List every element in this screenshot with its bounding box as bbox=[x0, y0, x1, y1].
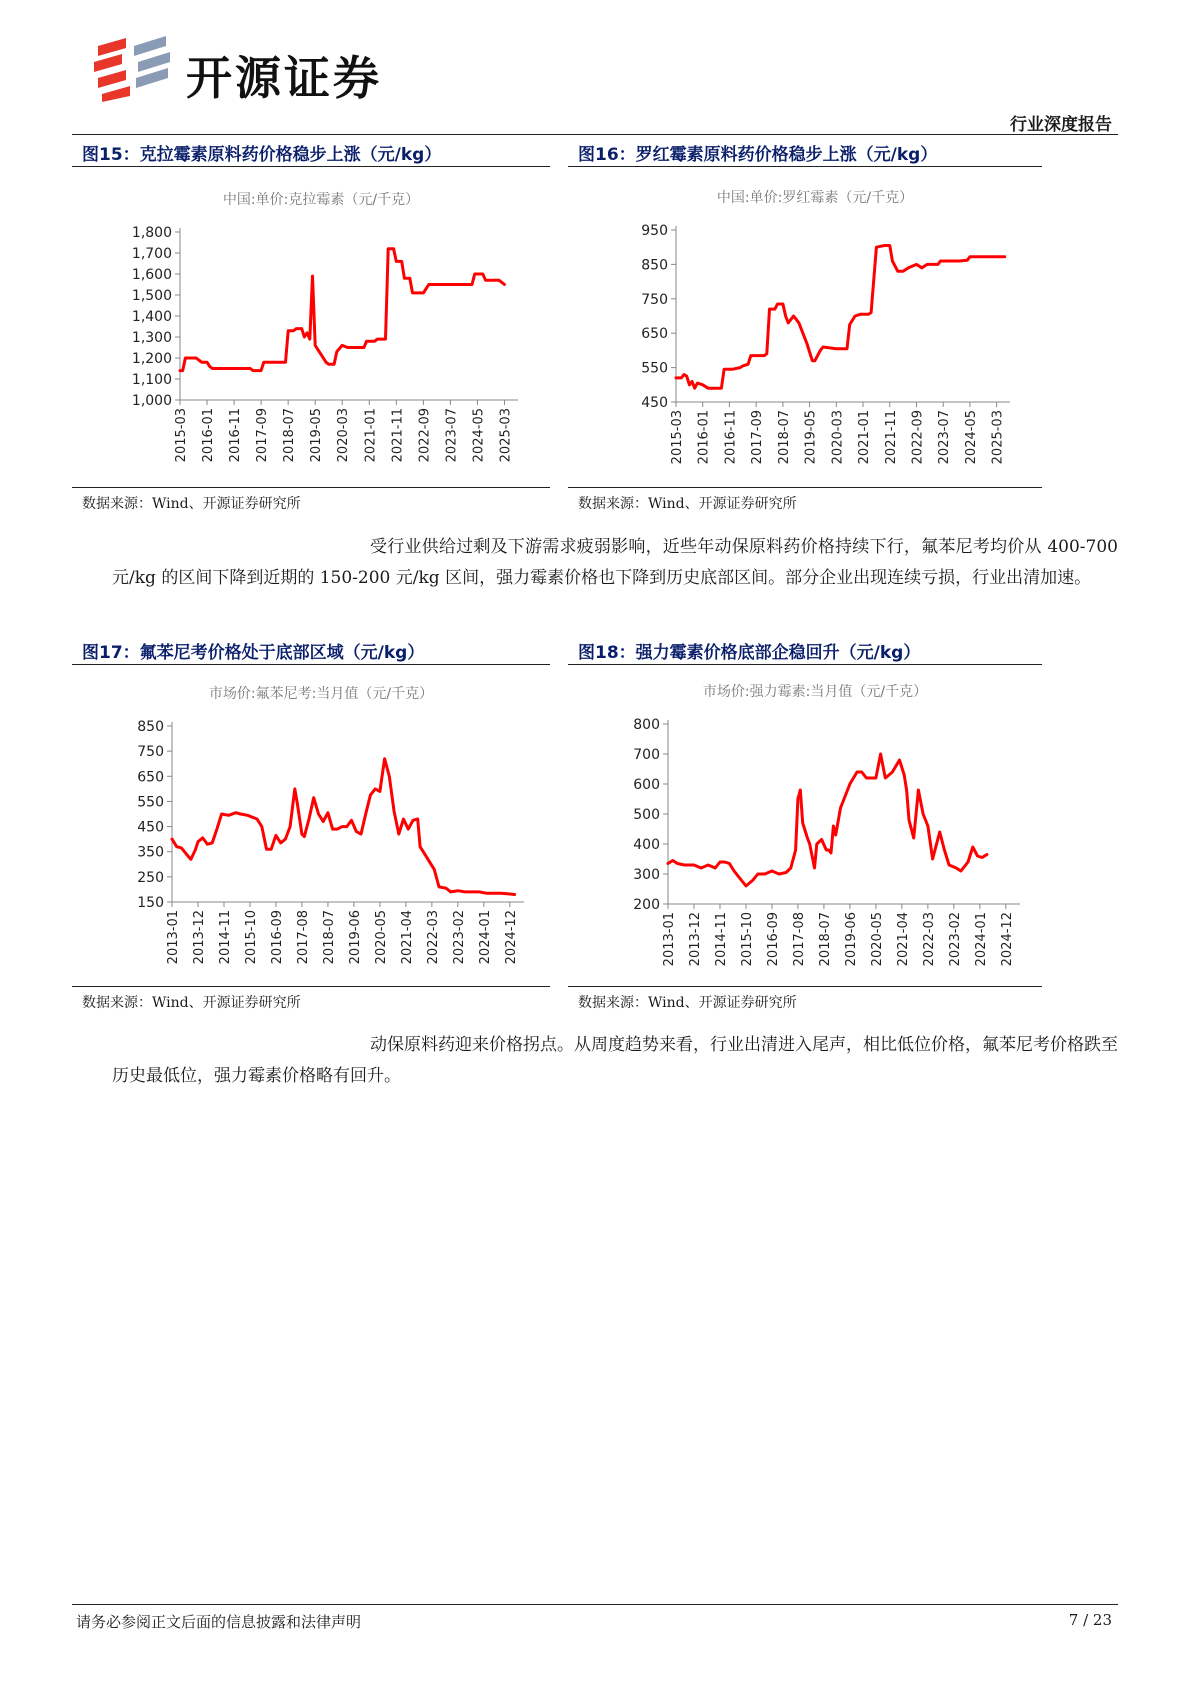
x-tick-label: 2013-01 bbox=[662, 912, 677, 967]
figure-15-top-rule bbox=[72, 166, 550, 167]
figure-18-bottom-rule bbox=[568, 986, 1042, 987]
figure-15-title: 图15：克拉霉素原料药价格稳步上涨（元/kg） bbox=[82, 145, 442, 165]
y-tick-label: 1,800 bbox=[131, 225, 172, 241]
figure-17-bottom-rule bbox=[72, 986, 550, 987]
y-tick-label: 1,500 bbox=[131, 288, 172, 304]
chart-svg bbox=[72, 676, 550, 980]
chart-title: 市场价:氟苯尼考:当月值（元/千克） bbox=[208, 686, 434, 702]
x-tick-label: 2015-03 bbox=[670, 410, 685, 465]
footer-disclaimer: 请务必参阅正文后面的信息披露和法律声明 bbox=[76, 1613, 362, 1631]
x-tick-label: 2022-09 bbox=[910, 410, 926, 465]
x-tick-label: 2024-12 bbox=[503, 910, 519, 965]
x-tick-label: 2013-01 bbox=[166, 910, 181, 965]
x-tick-label: 2024-05 bbox=[471, 408, 487, 463]
x-tick-label: 2021-11 bbox=[390, 408, 406, 463]
x-tick-label: 2013-12 bbox=[191, 910, 207, 965]
figure-18-source: 数据来源：Wind、开源证券研究所 bbox=[578, 995, 797, 1011]
chart-title: 市场价:强力霉素:当月值（元/千克） bbox=[702, 684, 928, 700]
price-series-line bbox=[668, 754, 987, 886]
x-tick-label: 2018-07 bbox=[817, 912, 833, 967]
y-tick-label: 550 bbox=[137, 794, 164, 811]
x-tick-label: 2020-03 bbox=[336, 408, 352, 463]
x-tick-label: 2019-06 bbox=[347, 910, 363, 965]
y-tick-label: 950 bbox=[641, 223, 668, 239]
x-tick-label: 2022-03 bbox=[921, 912, 937, 967]
figure-16-bottom-rule bbox=[568, 487, 1042, 488]
body-paragraph-1 bbox=[112, 532, 1118, 594]
figure-15-bottom-rule bbox=[72, 487, 550, 488]
x-tick-label: 2021-11 bbox=[883, 410, 899, 465]
footer-divider bbox=[72, 1604, 1118, 1605]
body-paragraph-2-text: 动保原料药迎来价格拐点。从周度趋势来看，行业出清进入尾声，相比低位价格，氟苯尼考价格跌至历史最低位，强力霉素价格略有回升。 bbox=[112, 1035, 1118, 1086]
y-tick-label: 800 bbox=[633, 717, 660, 733]
y-tick-label: 450 bbox=[137, 819, 164, 836]
y-tick-label: 1,000 bbox=[131, 393, 172, 409]
x-tick-label: 2024-01 bbox=[973, 912, 989, 967]
x-tick-label: 2018-07 bbox=[321, 910, 337, 965]
x-tick-label: 2014-11 bbox=[713, 912, 729, 967]
x-tick-label: 2016-11 bbox=[723, 410, 739, 465]
y-tick-label: 1,100 bbox=[131, 372, 172, 388]
figure-16-source: 数据来源：Wind、开源证券研究所 bbox=[578, 496, 797, 512]
figure-17-title: 图17：氟苯尼考价格处于底部区域（元/kg） bbox=[82, 643, 425, 663]
price-series-line bbox=[180, 249, 505, 371]
x-tick-label: 2018-07 bbox=[282, 408, 298, 463]
figure-15-source: 数据来源：Wind、开源证券研究所 bbox=[82, 496, 301, 512]
x-tick-label: 2021-01 bbox=[857, 410, 873, 465]
x-tick-label: 2022-03 bbox=[425, 910, 441, 965]
x-tick-label: 2020-05 bbox=[373, 910, 389, 965]
figure-17-source: 数据来源：Wind、开源证券研究所 bbox=[82, 995, 301, 1011]
x-tick-label: 2015-10 bbox=[739, 912, 755, 967]
y-tick-label: 750 bbox=[137, 744, 164, 761]
x-tick-label: 2020-05 bbox=[869, 912, 885, 967]
y-tick-label: 650 bbox=[137, 769, 164, 786]
x-tick-label: 2023-07 bbox=[937, 410, 953, 465]
y-tick-label: 150 bbox=[137, 895, 164, 911]
figure-16-title: 图16：罗红霉素原料药价格稳步上涨（元/kg） bbox=[578, 145, 938, 165]
x-tick-label: 2021-01 bbox=[363, 408, 379, 463]
figure-16-top-rule bbox=[568, 166, 1042, 167]
x-tick-label: 2021-04 bbox=[895, 912, 911, 967]
price-series-line bbox=[676, 246, 1005, 389]
x-tick-label: 2024-01 bbox=[477, 910, 493, 965]
x-tick-label: 2016-01 bbox=[696, 410, 712, 465]
chart-svg bbox=[568, 180, 1042, 480]
y-tick-label: 350 bbox=[137, 844, 164, 861]
x-tick-label: 2016-11 bbox=[228, 408, 244, 463]
y-tick-label: 400 bbox=[633, 837, 660, 853]
y-tick-label: 850 bbox=[137, 719, 164, 735]
header-divider bbox=[72, 134, 1118, 135]
x-tick-label: 2024-05 bbox=[963, 410, 979, 465]
y-tick-label: 1,300 bbox=[131, 330, 172, 346]
y-tick-label: 600 bbox=[633, 777, 660, 793]
x-tick-label: 2024-12 bbox=[999, 912, 1015, 967]
y-tick-label: 1,600 bbox=[131, 267, 172, 283]
y-tick-label: 750 bbox=[641, 291, 668, 308]
y-tick-label: 250 bbox=[137, 869, 164, 886]
x-tick-label: 2014-11 bbox=[217, 910, 233, 965]
x-tick-label: 2025-03 bbox=[990, 410, 1006, 465]
y-tick-label: 200 bbox=[633, 897, 660, 913]
y-tick-label: 500 bbox=[633, 807, 660, 823]
report-type: 行业深度报告 bbox=[1010, 115, 1112, 135]
figure-17-chart bbox=[72, 676, 550, 980]
y-tick-label: 850 bbox=[641, 257, 668, 274]
figure-18-title: 图18：强力霉素价格底部企稳回升（元/kg） bbox=[578, 643, 921, 663]
x-tick-label: 2023-02 bbox=[451, 910, 467, 965]
y-tick-label: 450 bbox=[641, 395, 668, 411]
x-tick-label: 2016-09 bbox=[269, 910, 285, 965]
page-number: 7 / 23 bbox=[1068, 1611, 1112, 1629]
x-tick-label: 2023-07 bbox=[444, 408, 460, 463]
chart-svg bbox=[568, 676, 1042, 980]
x-tick-label: 2016-09 bbox=[765, 912, 781, 967]
x-tick-label: 2016-01 bbox=[201, 408, 217, 463]
y-tick-label: 300 bbox=[633, 867, 660, 883]
x-tick-label: 2018-07 bbox=[776, 410, 792, 465]
x-tick-label: 2023-02 bbox=[947, 912, 963, 967]
y-tick-label: 550 bbox=[641, 360, 668, 377]
y-tick-label: 1,700 bbox=[131, 246, 172, 262]
figure-18-chart bbox=[568, 676, 1042, 980]
x-tick-label: 2017-09 bbox=[750, 410, 766, 465]
brand-logo bbox=[92, 36, 452, 106]
x-tick-label: 2022-09 bbox=[417, 408, 433, 463]
x-tick-label: 2019-06 bbox=[843, 912, 859, 967]
body-paragraph-2 bbox=[112, 1030, 1118, 1092]
kaiyuan-logo-icon bbox=[92, 36, 176, 102]
x-tick-label: 2020-03 bbox=[830, 410, 846, 465]
brand-name: 开源证券 bbox=[186, 51, 382, 105]
y-tick-label: 700 bbox=[633, 747, 660, 763]
x-tick-label: 2025-03 bbox=[498, 408, 514, 463]
x-tick-label: 2015-10 bbox=[243, 910, 259, 965]
figure-18-top-rule bbox=[568, 664, 1042, 665]
x-tick-label: 2019-05 bbox=[309, 408, 325, 463]
x-tick-label: 2015-03 bbox=[174, 408, 189, 463]
chart-title: 中国:单价:罗红霉素（元/千克） bbox=[716, 190, 914, 206]
body-paragraph-1-text: 受行业供给过剩及下游需求疲弱影响，近些年动保原料药价格持续下行，氟苯尼考均价从 400-700 元/kg 的区间下降到近期的 150-200 元/kg 区间，强力霉素价格也下降到历史底部区间。部分企业出现连续亏损，行业出清加速。 bbox=[112, 537, 1118, 588]
price-series-line bbox=[172, 759, 515, 895]
x-tick-label: 2021-04 bbox=[399, 910, 415, 965]
x-tick-label: 2017-09 bbox=[255, 408, 271, 463]
x-tick-label: 2013-12 bbox=[687, 912, 703, 967]
x-tick-label: 2019-05 bbox=[803, 410, 819, 465]
x-tick-label: 2017-08 bbox=[295, 910, 311, 965]
y-tick-label: 1,200 bbox=[131, 351, 172, 367]
figure-17-top-rule bbox=[72, 664, 550, 665]
x-tick-label: 2017-08 bbox=[791, 912, 807, 967]
figure-16-chart bbox=[568, 180, 1042, 480]
figure-15-chart bbox=[72, 180, 550, 480]
chart-svg bbox=[72, 180, 550, 480]
chart-title: 中国:单价:克拉霉素（元/千克） bbox=[222, 192, 420, 208]
y-tick-label: 1,400 bbox=[131, 309, 172, 325]
y-tick-label: 650 bbox=[641, 326, 668, 343]
